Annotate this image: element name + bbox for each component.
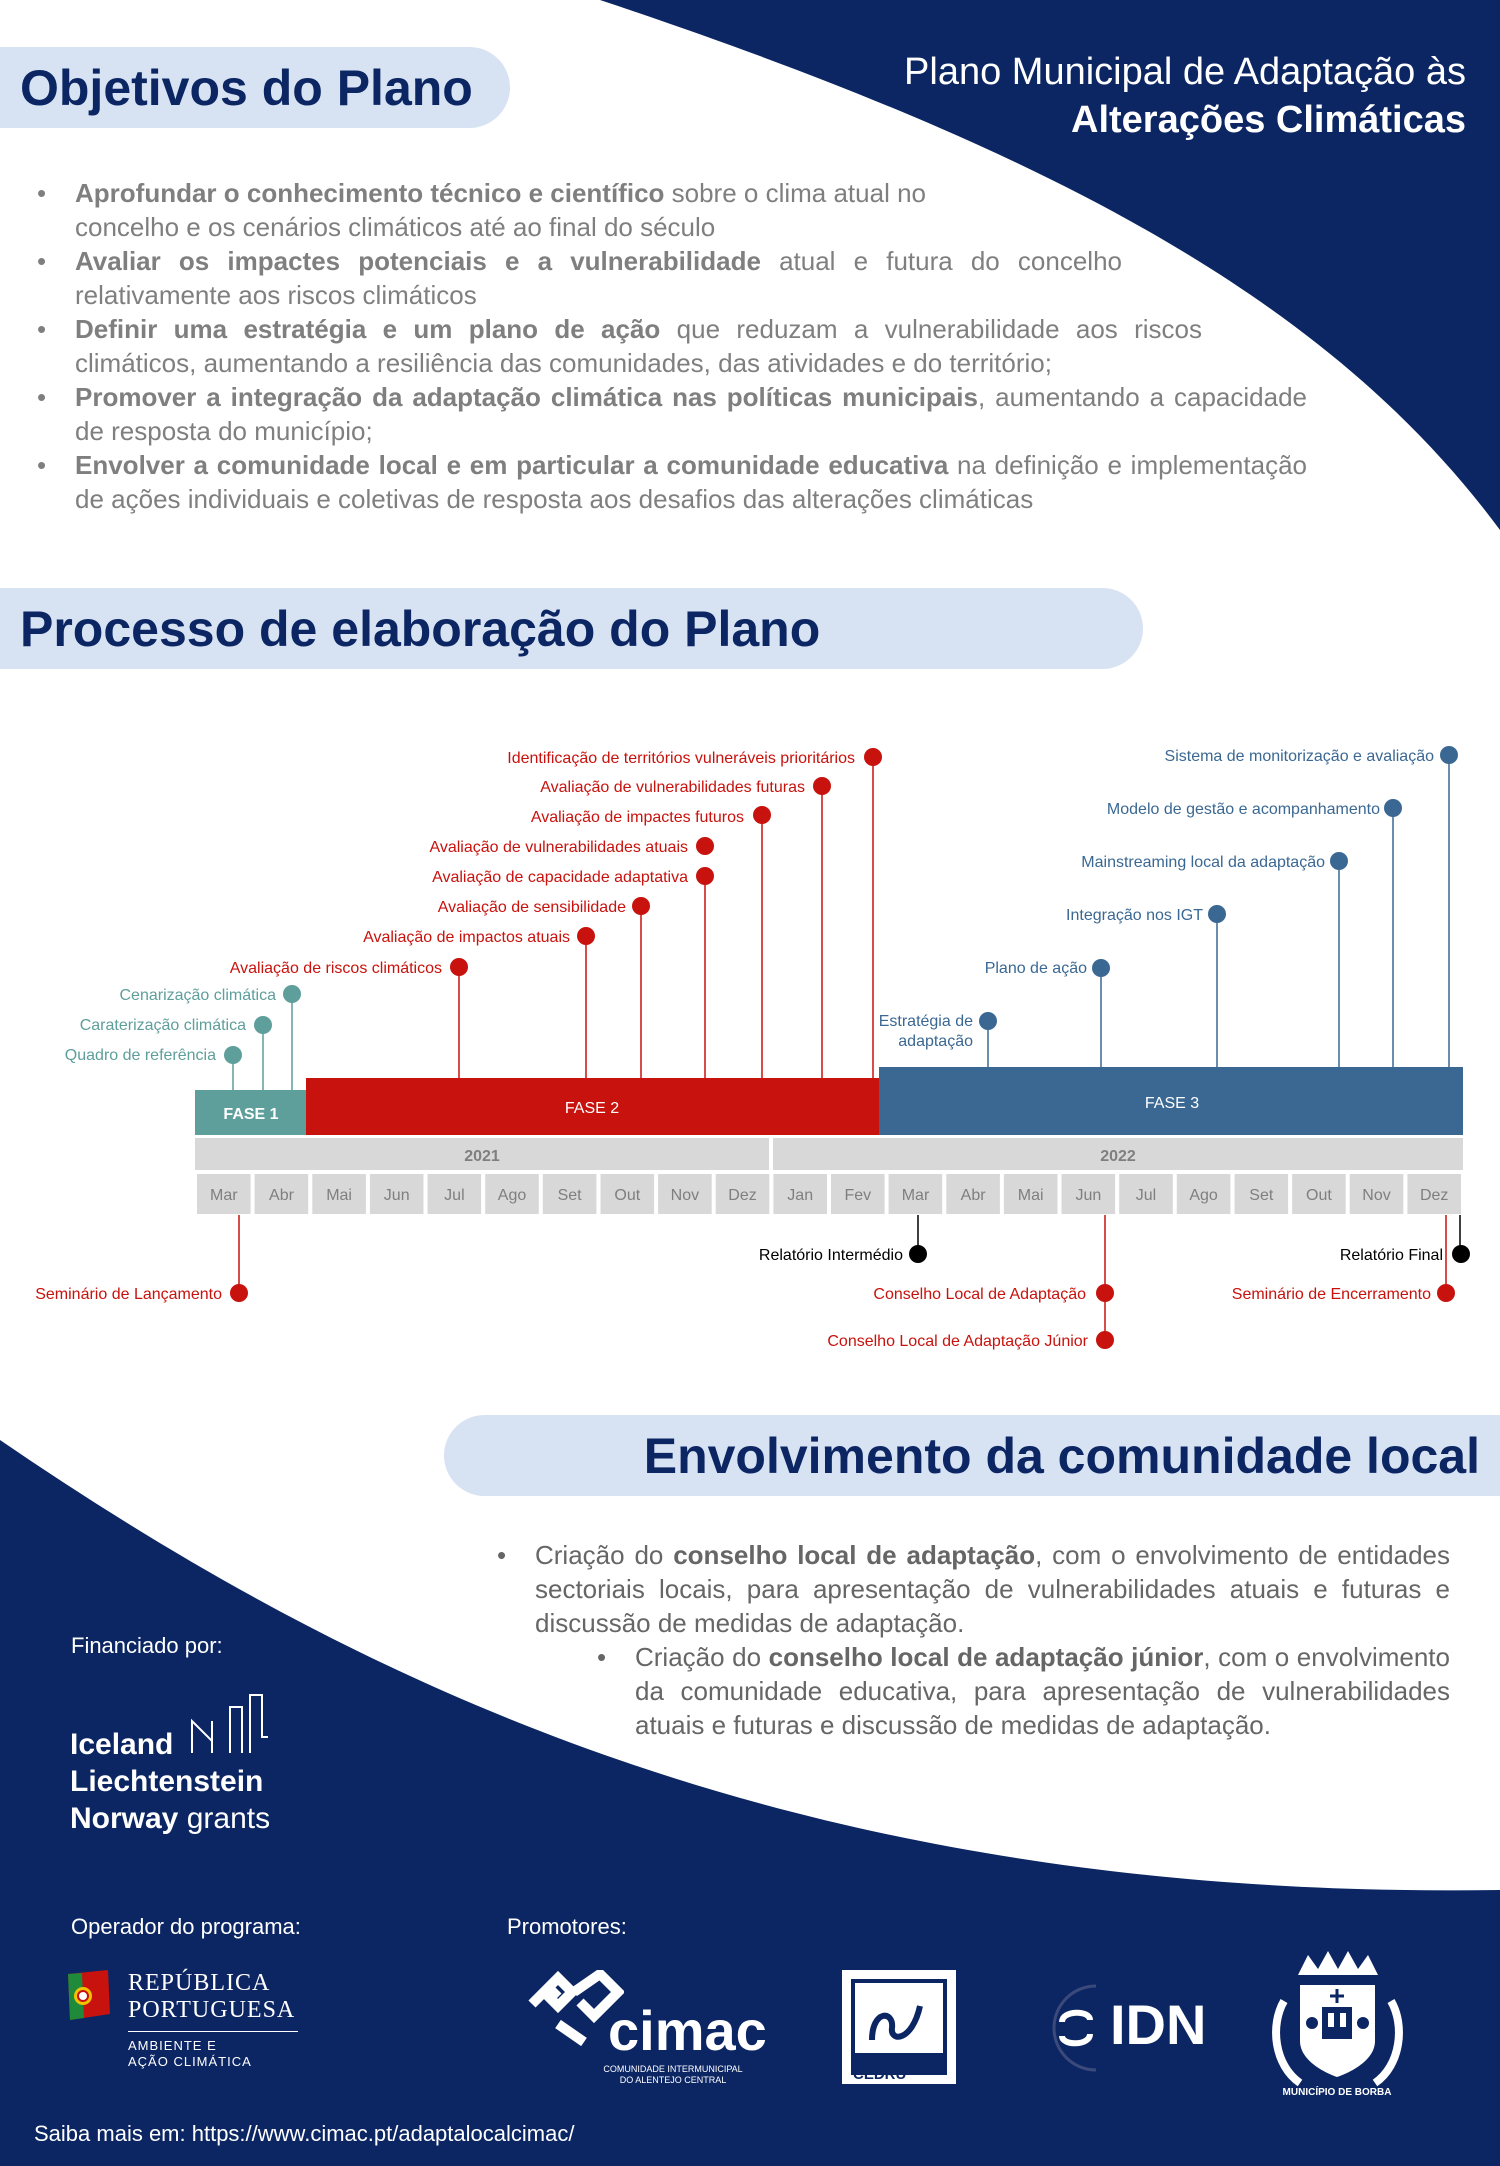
event-relatorio-intermedio: Relatório Intermédio <box>758 1247 903 1264</box>
phase-3-label: FASE 3 <box>1144 1095 1200 1112</box>
milestone-capacidade: Avaliação de capacidade adaptativa <box>432 869 688 886</box>
event-relatorio-final: Relatório Final <box>1339 1247 1443 1264</box>
eea-liechtenstein: Liechtenstein <box>70 1765 264 1798</box>
milestone-vulnerabilidades-futuras: Avaliação de vulnerabilidades futuras <box>540 779 805 796</box>
year-bar <box>195 1138 1463 1170</box>
event-dot <box>1096 1331 1114 1349</box>
envolvimento-text: , com o envolvimento de entidades sectoriais locais, para apresentação de vulnerabilidades atuais e futuras e discussão de medidas de adaptação. <box>535 1540 1451 1638</box>
phase-1-milestones <box>65 985 301 1090</box>
milestone-mainstreaming: Mainstreaming local da adaptação <box>1081 854 1325 871</box>
objetivos-list <box>75 176 1307 516</box>
year-label-2022: 2022 <box>1100 1148 1136 1165</box>
eea-grants: grants <box>186 1802 271 1835</box>
envolvimento-bold: conselho local de adaptação júnior <box>768 1642 1204 1672</box>
month-label: Mar <box>901 1187 930 1204</box>
phase-1-label: FASE 1 <box>223 1106 279 1123</box>
milestone-sensibilidade: Avaliação de sensibilidade <box>437 899 626 916</box>
month-label: Jun <box>1075 1187 1102 1204</box>
month-label: Mai <box>326 1187 352 1204</box>
rp-subtitle <box>128 2038 252 2070</box>
list-item <box>75 448 1307 516</box>
month-label: Out <box>614 1187 641 1204</box>
month-label: Set <box>557 1187 582 1204</box>
saiba-mais-link[interactable]: Saiba mais em: https://www.cimac.pt/adaptalocalcimac/ <box>34 2121 575 2146</box>
event-dot <box>230 1284 248 1302</box>
milestone-dot <box>813 777 831 795</box>
month-label: Abr <box>269 1187 294 1204</box>
idn-icon <box>1036 1980 1112 2076</box>
milestone-quadro-referencia: Quadro de referência <box>64 1047 216 1064</box>
month-label: Nov <box>670 1187 700 1204</box>
objetivo-bold: Envolver a comunidade local e em particular a comunidade educativa <box>75 450 949 480</box>
section-header-processo <box>0 588 1143 669</box>
milestone-estrategia-l1: Estratégia de <box>878 1013 973 1030</box>
milestone-dot <box>450 958 468 976</box>
milestone-monitorizacao: Sistema de monitorização e avaliação <box>1164 748 1434 765</box>
milestone-vulnerabilidades-atuais: Avaliação de vulnerabilidades atuais <box>429 839 688 856</box>
milestone-dot <box>1384 799 1402 817</box>
event-dot <box>1096 1284 1114 1302</box>
year-label-2021: 2021 <box>464 1148 500 1165</box>
milestone-dot <box>577 927 595 945</box>
eea-iceland: Iceland <box>70 1728 174 1761</box>
month-label: Dez <box>1419 1187 1449 1204</box>
rp-line2: PORTUGUESA <box>128 1997 296 2023</box>
milestone-dot <box>254 1016 272 1034</box>
milestone-territorios: Identificação de territórios vulneráveis prioritários <box>507 750 855 767</box>
cedru-logo-text: CEDRU <box>853 2066 907 2083</box>
milestone-riscos: Avaliação de riscos climáticos <box>229 960 442 977</box>
plan-title-line1: Plano Municipal de Adaptação às <box>904 51 1466 93</box>
plan-title-line2: Alterações Climáticas <box>1071 99 1466 141</box>
objetivo-text: que reduzam a vulnerabilidade aos riscos climáticos, aumentando a resiliência das comunidades, das atividades e do território; <box>75 314 1202 378</box>
plan-title <box>904 48 1466 144</box>
eea-grants-logo <box>70 1726 270 1837</box>
month-label: Jul <box>444 1187 465 1204</box>
idn-logo-text: IDN <box>1110 1993 1207 2056</box>
event-dot <box>909 1245 927 1263</box>
month-label: Nov <box>1362 1187 1391 1204</box>
objetivo-bold: Definir uma estratégia e um plano de ação <box>75 314 661 344</box>
month-label: Ago <box>1189 1187 1218 1204</box>
milestone-dot <box>1208 905 1226 923</box>
event-seminario-lancamento: Seminário de Lançamento <box>35 1286 222 1303</box>
month-label: Set <box>1249 1187 1274 1204</box>
envolvimento-text: Criação do <box>535 1540 674 1570</box>
milestone-dot <box>864 748 882 766</box>
cimac-sub2: DO ALENTEJO CENTRAL <box>619 2075 727 2085</box>
financiado-label: Financiado por: <box>71 1633 223 1658</box>
milestone-plano-acao: Plano de ação <box>984 960 1087 977</box>
milestone-igt: Integração nos IGT <box>1066 907 1203 924</box>
section-header-objetivos <box>0 47 510 128</box>
timeline-events <box>35 1215 1470 1350</box>
envolvimento-list <box>535 1538 1450 1742</box>
operador-label: Operador do programa: <box>71 1914 301 1939</box>
phase-2-label: FASE 2 <box>564 1100 620 1117</box>
rp-line1: REPÚBLICA <box>128 1970 271 1996</box>
objetivo-bold: Promover a integração da adaptação climática nas políticas municipais <box>75 382 978 412</box>
milestone-dot <box>632 897 650 915</box>
cimac-subtitle <box>593 2064 753 2086</box>
cimac-sub1: COMUNIDADE INTERMUNICIPAL <box>603 2064 743 2074</box>
milestone-dot <box>1092 959 1110 977</box>
event-dot <box>1452 1245 1470 1263</box>
objetivo-text: atual e futura do concelho relativamente aos riscos climáticos <box>75 246 1122 310</box>
section-title-envolvimento: Envolvimento da comunidade local <box>643 1427 1480 1484</box>
month-label: Jun <box>383 1187 410 1204</box>
month-label: Out <box>1306 1187 1332 1204</box>
milestone-cenarizacao: Cenarização climática <box>119 987 276 1004</box>
month-label: Jan <box>787 1187 814 1204</box>
envolvimento-text: Criação do <box>635 1642 769 1672</box>
milestone-impactes-futuros: Avaliação de impactes futuros <box>530 809 744 826</box>
timeline-diagram <box>0 730 1500 1360</box>
eea-norway: Norway <box>70 1802 179 1835</box>
promotores-label: Promotores: <box>507 1914 627 1939</box>
month-label: Mai <box>1017 1187 1044 1204</box>
list-item <box>75 176 995 244</box>
cimac-logo-text: cimac <box>608 1999 767 2062</box>
milestone-dot <box>1330 852 1348 870</box>
portugal-flag-icon <box>62 1970 114 2028</box>
event-dot <box>1437 1284 1455 1302</box>
milestone-impactos-atuais: Avaliação de impactos atuais <box>363 929 570 946</box>
list-item <box>75 244 1122 312</box>
phase-2-milestones <box>230 748 882 1078</box>
milestone-estrategia-l2: adaptação <box>898 1033 973 1050</box>
list-item <box>635 1640 1450 1742</box>
objetivo-text: , aumentando a capacidade de resposta do município; <box>75 382 1307 446</box>
republica-portuguesa-logo <box>128 1970 295 2024</box>
phase-3-milestones <box>879 746 1458 1067</box>
rp-sub1: AMBIENTE E <box>128 2038 217 2053</box>
envolvimento-bold: conselho local de adaptação <box>673 1540 1036 1570</box>
list-item <box>75 312 1202 380</box>
objetivo-text: na definição e implementação de ações individuais e coletivas de resposta aos desafios das alterações climáticas <box>75 450 1307 514</box>
section-header-envolvimento <box>444 1415 1500 1496</box>
milestone-dot <box>696 867 714 885</box>
list-item <box>535 1538 1450 1640</box>
milestone-dot <box>1440 746 1458 764</box>
milestone-caraterizacao: Caraterização climática <box>79 1017 246 1034</box>
month-label: Jul <box>1135 1187 1157 1204</box>
milestone-dot <box>753 806 771 824</box>
month-label: Ago <box>497 1187 527 1204</box>
objetivo-text: sobre o clima atual no concelho e os cenários climáticos até ao final do século <box>75 178 926 242</box>
month-label: Fev <box>844 1187 872 1204</box>
objetivo-bold: Aprofundar o conhecimento técnico e científico <box>75 178 665 208</box>
seal-text: MUNICÍPIO DE BORBA <box>1282 2087 1392 2098</box>
envolvimento-text: , com o envolvimento da comunidade educativa, para apresentação de vulnerabilidades atuais e futuras e discussão de medidas de adaptação. <box>635 1642 1450 1740</box>
milestone-dot <box>979 1012 997 1030</box>
month-bar <box>197 1174 1461 1214</box>
list-item <box>75 380 1307 448</box>
month-label: Dez <box>728 1187 757 1204</box>
rp-sub2: AÇÃO CLIMÁTICA <box>128 2054 252 2069</box>
milestone-dot <box>696 837 714 855</box>
month-label: Mar <box>210 1187 238 1204</box>
milestone-dot <box>283 985 301 1003</box>
borba-seal-icon <box>1260 1945 1415 2100</box>
month-label: Abr <box>960 1187 986 1204</box>
event-conselho-local: Conselho Local de Adaptação <box>873 1286 1086 1303</box>
objetivo-bold: Avaliar os impactes potenciais e a vulnerabilidade <box>75 246 761 276</box>
rp-divider <box>128 2031 298 2032</box>
event-seminario-encerramento: Seminário de Encerramento <box>1231 1286 1431 1303</box>
event-conselho-local-junior: Conselho Local de Adaptação Júnior <box>827 1333 1088 1350</box>
section-title-processo: Processo de elaboração do Plano <box>20 600 821 657</box>
milestone-dot <box>224 1046 242 1064</box>
milestone-modelo-gestao: Modelo de gestão e acompanhamento <box>1106 801 1380 818</box>
section-title-objetivos: Objetivos do Plano <box>20 59 473 116</box>
